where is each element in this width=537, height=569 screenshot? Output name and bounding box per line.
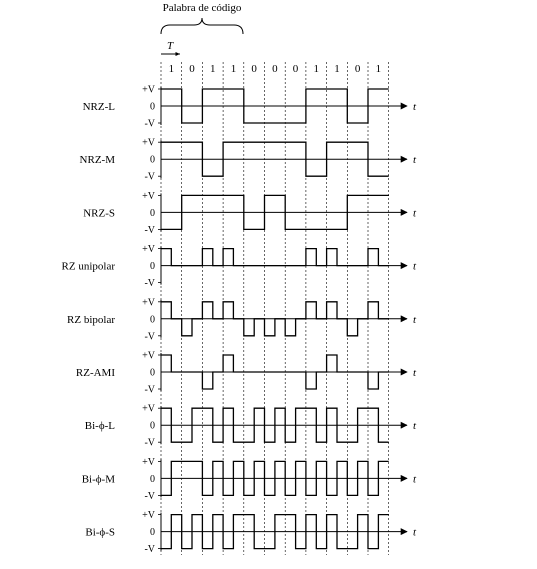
encoding-name: RZ bipolar — [67, 313, 115, 326]
bit-label: 0 — [251, 63, 257, 75]
level-label-zero: 0 — [150, 101, 155, 113]
level-label-low: -V — [144, 490, 155, 502]
level-label-high: +V — [142, 84, 155, 96]
bit-label: 1 — [334, 63, 340, 75]
bit-sequence — [169, 63, 382, 75]
time-axis-label: t — [413, 260, 417, 273]
time-axis-label: t — [413, 207, 417, 220]
level-label-low: -V — [144, 278, 155, 290]
encoding-name: Bi-ϕ-S — [85, 526, 115, 539]
time-axis-label: t — [413, 526, 417, 539]
level-label-low: -V — [144, 224, 155, 236]
level-label-high: +V — [142, 350, 155, 362]
encoding-name: RZ-AMI — [75, 367, 115, 379]
bit-label: 0 — [272, 63, 278, 75]
time-axis-label: t — [413, 473, 417, 486]
level-label-zero: 0 — [150, 420, 155, 432]
encoding-name: NRZ-L — [82, 101, 115, 113]
level-label-zero: 0 — [150, 473, 155, 485]
encoding-name: Bi-ϕ-L — [84, 420, 115, 433]
time-axis-label: t — [413, 313, 417, 326]
level-label-low: -V — [144, 171, 155, 183]
time-axis-label: t — [413, 154, 417, 167]
bit-label: 1 — [230, 63, 237, 75]
codeword-brace — [161, 18, 243, 34]
level-label-high: +V — [142, 190, 155, 202]
level-label-low: -V — [144, 544, 155, 556]
encoding-row — [67, 297, 417, 342]
level-label-zero: 0 — [150, 207, 155, 219]
level-label-high: +V — [142, 510, 155, 522]
encoding-name: RZ unipolar — [61, 260, 115, 273]
time-axis-label: t — [413, 420, 417, 433]
codeword-label: Palabra de código — [162, 2, 242, 14]
encoding-row — [62, 244, 417, 289]
encoding-row — [82, 457, 417, 502]
waveform — [161, 249, 389, 266]
bit-label: 0 — [354, 63, 361, 75]
encoding-name: NRZ-S — [83, 207, 115, 220]
bit-label: 1 — [168, 63, 175, 75]
encoding-row — [85, 510, 417, 555]
encoding-row — [76, 351, 417, 396]
period-label: T — [166, 40, 174, 52]
bit-label: 0 — [292, 63, 299, 75]
time-axis-label: t — [413, 367, 417, 379]
encoding-rows — [62, 85, 417, 556]
level-label-high: +V — [142, 403, 155, 415]
level-label-low: -V — [144, 331, 155, 343]
level-label-high: +V — [142, 456, 155, 468]
level-label-low: -V — [144, 118, 155, 130]
encoding-row — [83, 85, 417, 130]
level-label-zero: 0 — [150, 261, 155, 273]
encoding-row — [83, 191, 417, 236]
time-axis-label: t — [413, 101, 417, 113]
bit-label: 0 — [189, 63, 195, 75]
bit-label: 1 — [313, 63, 319, 75]
level-label-high: +V — [142, 297, 155, 309]
encoding-row — [80, 138, 417, 183]
level-label-zero: 0 — [150, 527, 155, 539]
encoding-row — [85, 404, 417, 449]
level-label-high: +V — [142, 244, 155, 256]
encoding-name: Bi-ϕ-M — [81, 473, 115, 486]
level-label-zero: 0 — [150, 154, 155, 166]
level-label-low: -V — [144, 384, 155, 396]
level-label-high: +V — [142, 137, 155, 149]
bit-label: 1 — [210, 63, 216, 75]
encoding-name: NRZ-M — [79, 154, 115, 167]
level-label-zero: 0 — [150, 367, 155, 379]
level-label-zero: 0 — [150, 314, 155, 326]
bit-label: 1 — [375, 63, 382, 75]
level-label-low: -V — [144, 437, 155, 449]
waveform — [161, 355, 389, 389]
